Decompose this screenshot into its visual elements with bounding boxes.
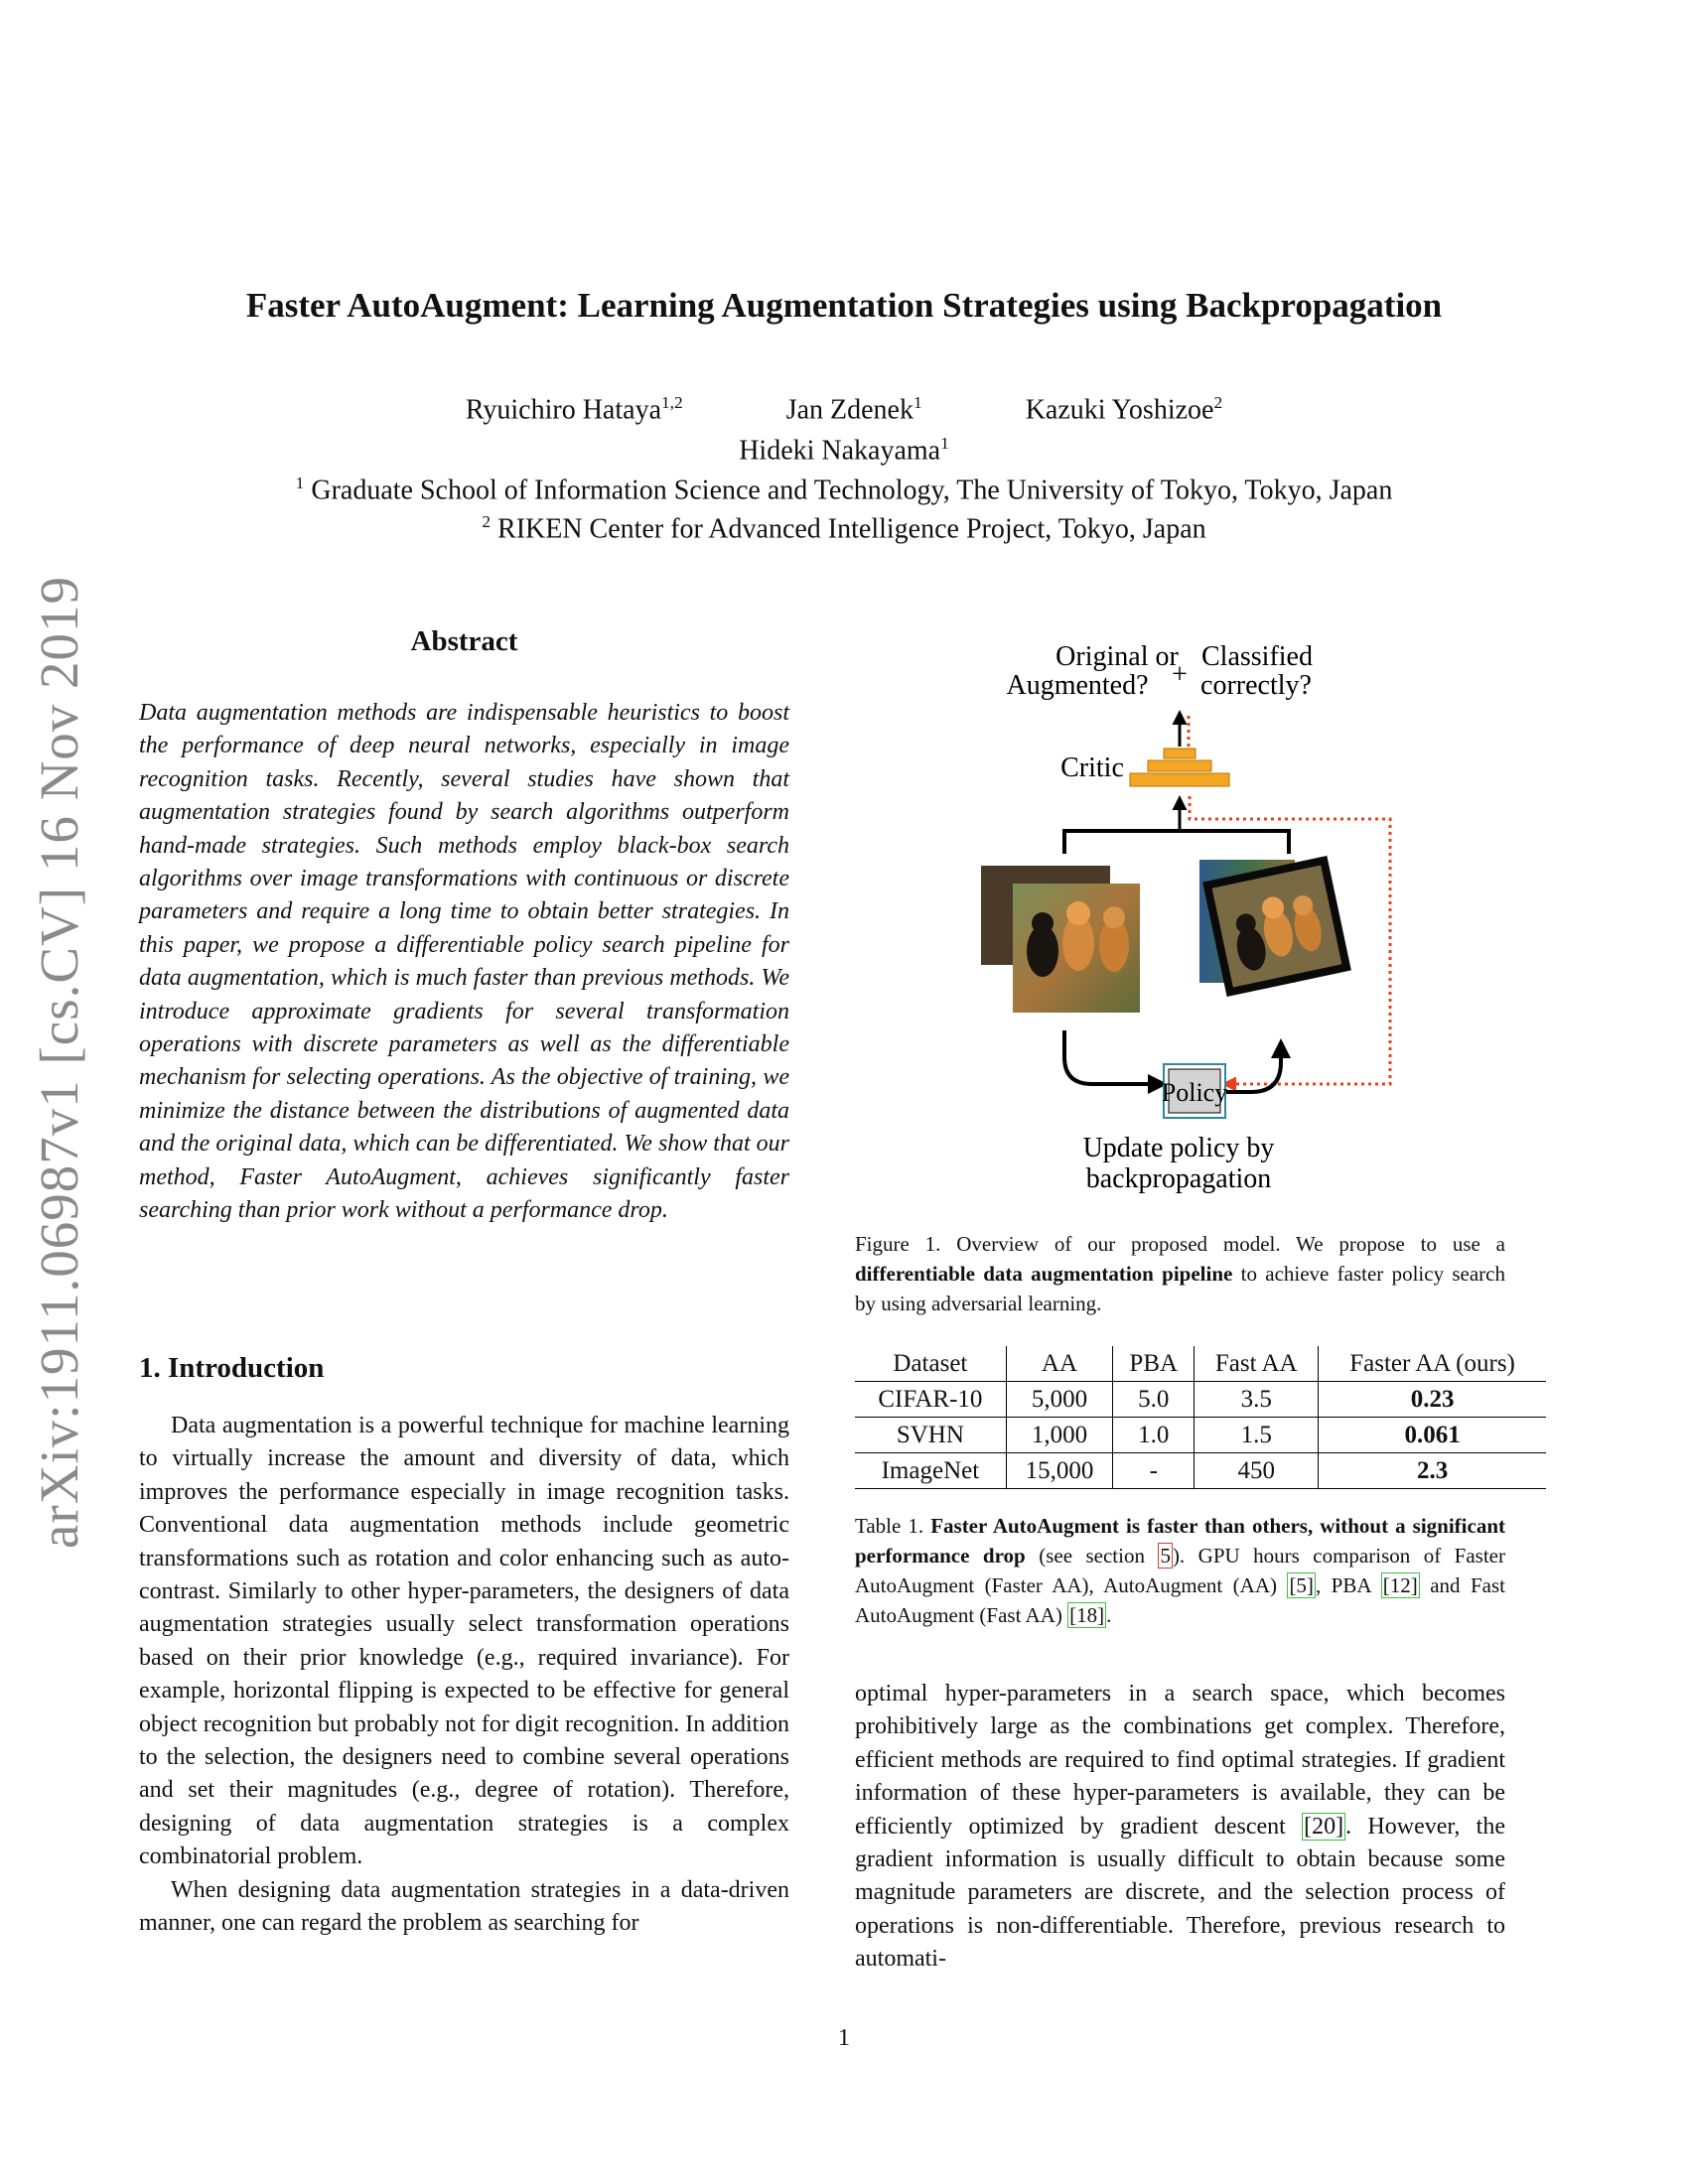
arxiv-stamp: arXiv:1911.06987v1 [cs.CV] 16 Nov 2019 — [29, 575, 89, 1549]
label-update-2: backpropagation — [1085, 1163, 1272, 1194]
author-name: Hideki Nakayama — [739, 435, 941, 467]
table-cell: 1,000 — [1006, 1418, 1112, 1453]
affiliation-sup: 2 — [482, 512, 492, 531]
author-name: Jan Zdenek — [785, 394, 914, 426]
table-cell-best: 0.23 — [1410, 1385, 1455, 1413]
table-cell: 15,000 — [1006, 1453, 1112, 1489]
table-cell: CIFAR-10 — [855, 1382, 1006, 1418]
body-text: . However, the gradient information is usually difficult to obtain because some magnitude parameters are discrete, and the selection process of operations is non-differentiable. Therefore, previous research to automati- — [855, 1813, 1505, 1973]
caption-bold: Faster AutoAugment is faster than others, without a significant performance drop — [855, 1514, 1506, 1568]
paper-title: Faster AutoAugment: Learning Augmentation Strategies using Backpropagation — [245, 286, 1443, 325]
critic-layer-3 — [1130, 773, 1229, 786]
table-cell: 1.0 — [1113, 1418, 1195, 1453]
ref-20-link[interactable]: [20] — [1304, 1813, 1344, 1840]
author-1 — [466, 393, 683, 426]
table-cell-best: 2.3 — [1416, 1456, 1449, 1484]
affiliation-text: Graduate School of Information Science and Technology, The University of Tokyo, Tokyo, Japan — [311, 475, 1393, 506]
intro-paragraph-2: When designing data augmentation strategies in a data-driven manner, one can regard the problem as searching for — [139, 1876, 789, 1937]
body-text: optimal hyper-parameters in a search space, which becomes prohibitively large as the combinations get complex. Therefore, efficient methods are required to find optimal strategies. If gradient information of these hyper-parameters is available, they can be efficiently optimized by gradient descent — [855, 1681, 1505, 1840]
table-header-row — [855, 1346, 1546, 1382]
abstract-text: Data augmentation methods are indispensable heuristics to boost the performance of deep neural networks, especially in image recognition tasks. Recently, several studies have shown that augmentation strategies found by search algorithms outperform hand-made strategies. Such methods employ black-box search algorithms over image transformations with continuous or discrete parameters and require a long time to obtain better strategies. In this paper, we propose a differentiable policy search pipeline for data augmentation, which is much faster than previous methods. We introduce approximate gradients for several transformation operations with discrete parameters as well as the differentiable mechanism for selecting operations. As the objective of training, we minimize the distance between the distributions of augmented data and the original data, which can be differentiated. We show that our method, Faster AutoAugment, achieves significantly faster searching than prior work without a performance drop. — [139, 700, 789, 1224]
author-4 — [0, 434, 1688, 467]
label-classified: Classified — [1201, 641, 1313, 672]
table-cell-best: 0.061 — [1404, 1421, 1461, 1448]
table-row — [855, 1453, 1546, 1489]
label-update-1: Update policy by — [1082, 1133, 1275, 1163]
results-table — [855, 1346, 1546, 1489]
label-augmented: Augmented? — [1006, 670, 1149, 701]
critic-layer-1 — [1164, 749, 1196, 758]
intro-heading: 1. Introduction — [139, 1352, 325, 1384]
table-cell: 3.5 — [1195, 1382, 1319, 1418]
table-cell: 5,000 — [1006, 1382, 1112, 1418]
intro-paragraph-1: Data augmentation is a powerful technique for machine learning to virtually increase the amount and diversity of data, which improves the performance especially in image recognition tasks. Conventional data augmentation methods include geometric transformations such as rotation and color enhancing such as auto-contrast. Similarly to other hyper-parameters, the designers of data augmentation strategies usually select transformation operations based on their prior knowledge (e.g., required invariance). For example, horizontal flipping is expected to be effective for general object recognition but probably not for digit recognition. In addition to the selection, the designers need to combine several operations and set their magnitudes (e.g., degree of rotation). Therefore, designing of data augmentation strategies is a complex combinatorial problem. — [139, 1413, 789, 1870]
author-2 — [786, 393, 922, 426]
dog-icons-original — [1027, 901, 1129, 977]
caption-text: and Fast AutoAugment (Fast AA) — [855, 1573, 1506, 1627]
header-fast-aa: Fast AA — [1195, 1346, 1319, 1382]
table-cell: SVHN — [855, 1418, 1006, 1453]
author-sup: 2 — [1213, 393, 1223, 412]
affiliation-text: RIKEN Center for Advanced Intelligence Project, Tokyo, Japan — [497, 513, 1206, 545]
table-cell: 5.0 — [1113, 1382, 1195, 1418]
caption-text: (see section — [1025, 1544, 1159, 1568]
label-critic: Critic — [1060, 752, 1124, 783]
table-1-caption — [855, 1511, 1505, 1630]
label-original: Original or — [1055, 641, 1179, 672]
author-sup: 1,2 — [661, 393, 683, 412]
page-number: 1 — [838, 2025, 850, 2051]
header-dataset: Dataset — [855, 1346, 1006, 1382]
caption-bold: differentiable data augmentation pipeline — [855, 1262, 1233, 1286]
caption-text: to achieve faster policy search by using adversarial learning. — [855, 1262, 1505, 1315]
caption-text: Figure 1. Overview of our proposed model. We propose to use a — [855, 1232, 1505, 1256]
table-cell: 450 — [1195, 1453, 1319, 1489]
table-cell: 1.5 — [1195, 1418, 1319, 1453]
author-sup: 1 — [914, 393, 922, 412]
author-list — [0, 393, 1688, 426]
table-row — [855, 1382, 1546, 1418]
intro-body — [139, 1410, 789, 1941]
header-aa: AA — [1006, 1346, 1112, 1382]
ref-12-link[interactable]: [12] — [1382, 1573, 1418, 1597]
ref-section-5-link[interactable]: 5 — [1160, 1544, 1171, 1568]
caption-text: . — [1106, 1603, 1112, 1627]
abstract-heading: Abstract — [410, 625, 518, 657]
figure-1-diagram — [953, 635, 1470, 1211]
affiliation-1 — [0, 474, 1688, 506]
header-faster-aa: Faster AA (ours) — [1349, 1349, 1515, 1377]
author-3 — [1026, 393, 1222, 426]
label-policy: Policy — [1161, 1078, 1228, 1107]
author-name: Ryuichiro Hataya — [465, 394, 661, 426]
caption-text: ). GPU hours comparison of Faster AutoAugment (Faster AA), AutoAugment (AA) — [855, 1544, 1505, 1597]
critic-input-bracket — [1064, 831, 1289, 854]
header-pba: PBA — [1113, 1346, 1195, 1382]
ref-18-link[interactable]: [18] — [1069, 1603, 1105, 1627]
caption-text: Table 1. — [855, 1514, 931, 1538]
author-name: Kazuki Yoshizoe — [1025, 394, 1214, 426]
caption-text: , PBA — [1315, 1573, 1381, 1597]
figure-1-caption — [855, 1229, 1505, 1318]
table-cell: ImageNet — [855, 1453, 1006, 1489]
affiliation-2 — [0, 512, 1688, 545]
author-sup: 1 — [940, 434, 949, 453]
table-cell: - — [1113, 1453, 1195, 1489]
right-column-body — [855, 1678, 1505, 1977]
label-plus: + — [1172, 659, 1188, 690]
arrow-to-policy — [1064, 1030, 1164, 1084]
critic-layer-2 — [1148, 760, 1211, 771]
label-correctly: correctly? — [1200, 670, 1312, 701]
table-row — [855, 1418, 1546, 1453]
ref-5-link[interactable]: [5] — [1289, 1573, 1314, 1597]
affiliation-sup: 1 — [295, 474, 305, 492]
